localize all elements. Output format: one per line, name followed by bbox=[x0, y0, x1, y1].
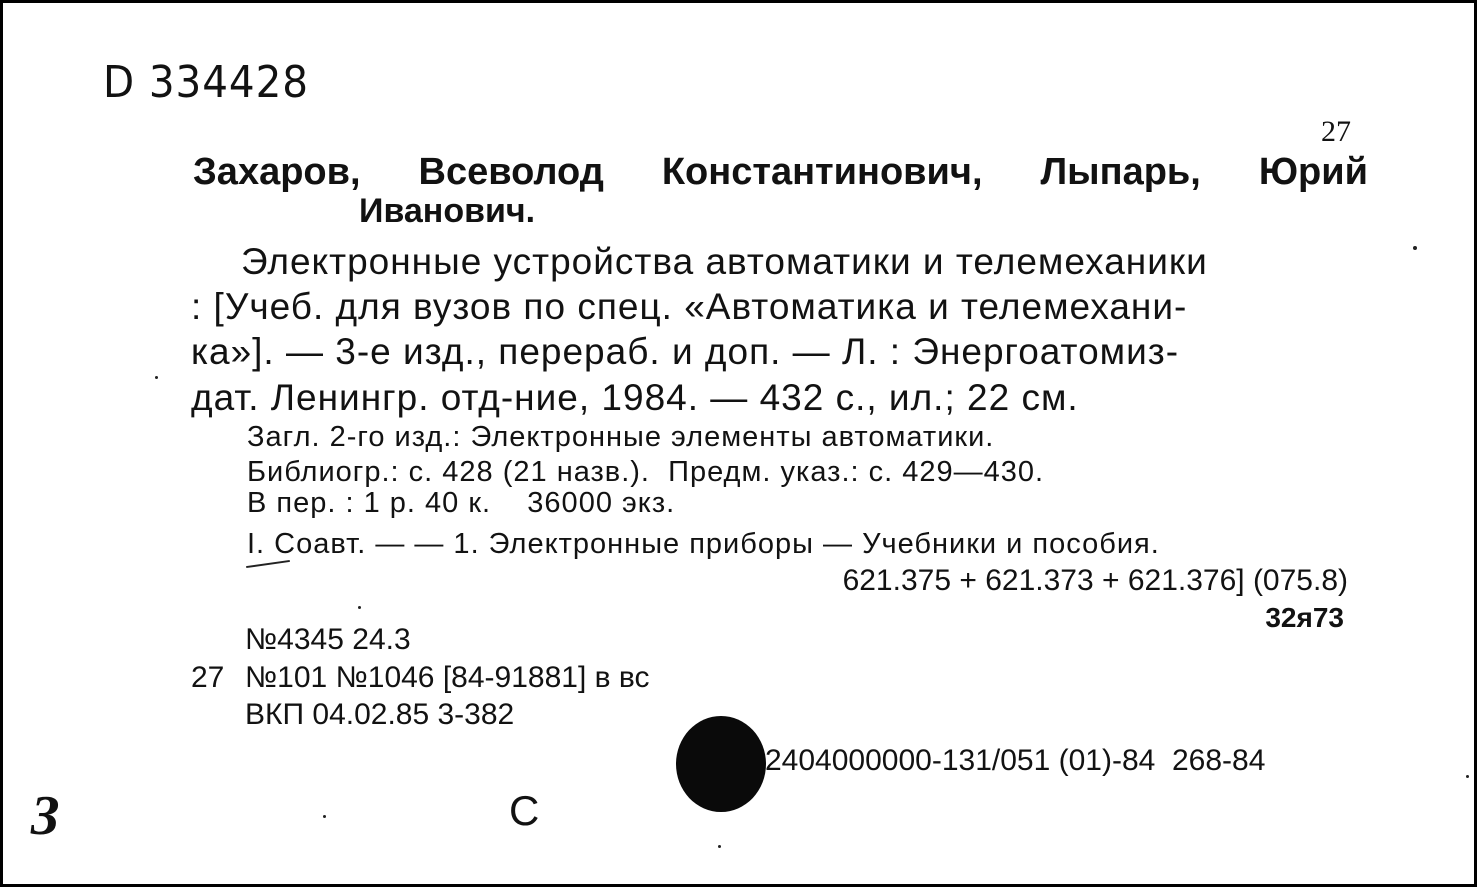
note-line: Библиогр.: с. 428 (21 назв.). Предм. указ.: с. 429—430. bbox=[247, 456, 1045, 488]
description-line: Электронные устройства автоматики и телемеханики bbox=[241, 241, 1208, 282]
author-heading-line2: Иванович. bbox=[359, 192, 536, 230]
speck bbox=[323, 815, 326, 818]
description-line: ка»]. — 3-е изд., перераб. и доп. — Л. : Энергоатомиз- bbox=[191, 331, 1180, 372]
register-line: ВКП 04.02.85 3-382 bbox=[245, 698, 515, 731]
author-name-2: Юрий bbox=[1258, 151, 1368, 193]
corner-number: 27 bbox=[1321, 115, 1351, 148]
speck bbox=[718, 845, 721, 848]
black-dot-mark bbox=[676, 716, 766, 812]
speck bbox=[358, 606, 361, 609]
speck bbox=[155, 376, 158, 379]
author-heading bbox=[193, 153, 1368, 191]
register-line: №4345 24.3 bbox=[245, 623, 411, 656]
bbk-index: 32я73 bbox=[1265, 602, 1344, 633]
underline-mark bbox=[246, 560, 290, 568]
speck bbox=[1466, 775, 1469, 778]
register-line: №101 №1046 [84-91881] в вс bbox=[245, 661, 650, 694]
description-line: дат. Ленингр. отд-ние, 1984. — 432 с., ил.; 22 см. bbox=[191, 377, 1079, 418]
call-number: D 334428 bbox=[103, 57, 309, 108]
isbn-code: 2404000000-131/051 (01)-84 268-84 bbox=[765, 744, 1266, 777]
author-patronymic-1: Константинович, bbox=[661, 151, 983, 193]
register-prefix: 27 bbox=[191, 661, 225, 694]
udc-index: 621.375 + 621.373 + 621.376] (075.8) bbox=[842, 564, 1348, 597]
author-surname-2: Лыпарь, bbox=[1040, 151, 1201, 193]
note-line: Загл. 2-го изд.: Электронные элементы автоматики. bbox=[247, 421, 995, 453]
note-line: В пер. : 1 р. 40 к. 36000 экз. bbox=[247, 487, 676, 519]
speck bbox=[1413, 246, 1417, 250]
author-name-1: Всеволод bbox=[418, 151, 604, 193]
description-line: : [Учеб. для вузов по спец. «Автоматика и телемехани- bbox=[191, 286, 1188, 327]
letter-c: С bbox=[509, 787, 540, 834]
margin-handwritten-mark: З bbox=[31, 785, 60, 847]
note-line: I. Соавт. — — 1. Электронные приборы — Учебники и пособия. bbox=[247, 528, 1160, 560]
author-surname-1: Захаров, bbox=[193, 151, 361, 193]
